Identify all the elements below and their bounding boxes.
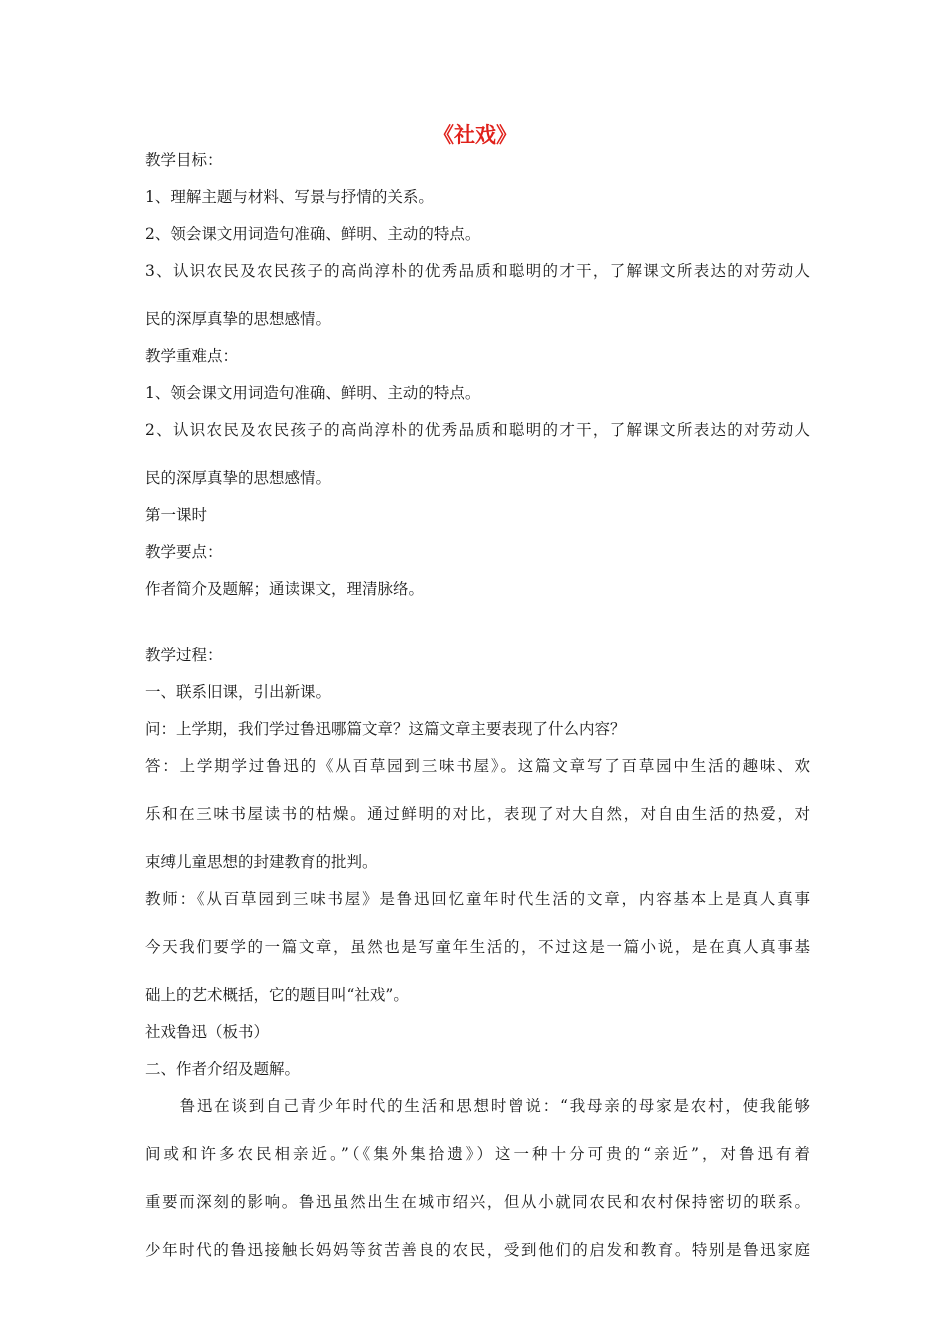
objective-item-3-cont: 民的深厚真挚的思想感情。 (145, 310, 332, 328)
teacher-text-line-1: 教师：《从百草园到三味书屋》是鲁迅回忆童年时代生活的文章，内容基本上是真人真事 (145, 890, 810, 908)
blank-line (145, 614, 810, 643)
objective-item-2: 2、领会课文用词造句准确、鲜明、主动的特点。 (145, 225, 481, 243)
section-heading-process: 教学过程： (145, 646, 223, 664)
question-text: 问：上学期，我们学过鲁迅哪篇文章？这篇文章主要表现了什么内容？ (145, 720, 626, 738)
teacher-text-line-3: 础上的艺术概括，它的题目叫“社戏”。 (145, 986, 409, 1004)
blackboard-note: 社戏鲁迅（板书） (145, 1023, 270, 1041)
answer-text-line-1: 答：上学期学过鲁迅的《从百草园到三味书屋》。这篇文章写了百草园中生活的趣味、欢 (145, 757, 810, 775)
author-paragraph-line-4: 少年时代的鲁迅接触长妈妈等贫苦善良的农民，受到他们的启发和教育。特别是鲁迅家庭 (145, 1241, 810, 1259)
author-paragraph-line-1: 鲁迅在谈到自己青少年时代的生活和思想时曾说：“我母亲的母家是农村，使我能够 (145, 1097, 810, 1115)
key-point-item-2: 2、认识农民及农民孩子的高尚淳朴的优秀品质和聪明的才干，了解课文所表达的对劳动人 (145, 421, 810, 439)
answer-text-line-3: 束缚儿童思想的封建教育的批判。 (145, 853, 378, 871)
key-point-item-2-cont: 民的深厚真挚的思想感情。 (145, 469, 332, 487)
process-step-1: 一、联系旧课，引出新课。 (145, 683, 332, 701)
objective-item-1: 1、理解主题与材料、写景与抒情的关系。 (145, 188, 434, 206)
lesson-points-text: 作者简介及题解；通读课文，理清脉络。 (145, 580, 425, 598)
section-heading-key-points: 教学重难点： (145, 347, 239, 365)
author-paragraph-line-2: 间或和许多农民相亲近。”（《集外集拾遗》）这一种十分可贵的“亲近”，对鲁迅有着 (145, 1145, 810, 1163)
key-point-item-1: 1、领会课文用词造句准确、鲜明、主动的特点。 (145, 384, 481, 402)
answer-text-line-2: 乐和在三味书屋读书的枯燥。通过鲜明的对比，表现了对大自然，对自由生活的热爱，对 (145, 805, 810, 823)
process-step-2: 二、作者介绍及题解。 (145, 1060, 301, 1078)
lesson-heading: 第一课时 (145, 506, 208, 524)
section-heading-objectives: 教学目标： (145, 151, 223, 169)
document-body (145, 148, 810, 1286)
document-title: 《社戏》 (433, 122, 517, 147)
author-paragraph-line-3: 重要而深刻的影响。鲁迅虽然出生在城市绍兴，但从小就同农民和农村保持密切的联系。 (145, 1193, 810, 1211)
objective-item-3: 3、认识农民及农民孩子的高尚淳朴的优秀品质和聪明的才干，了解课文所表达的对劳动人 (145, 262, 810, 280)
section-heading-lesson-points: 教学要点： (145, 543, 223, 561)
teacher-text-line-2: 今天我们要学的一篇文章，虽然也是写童年生活的，不过这是一篇小说，是在真人真事基 (145, 938, 810, 956)
